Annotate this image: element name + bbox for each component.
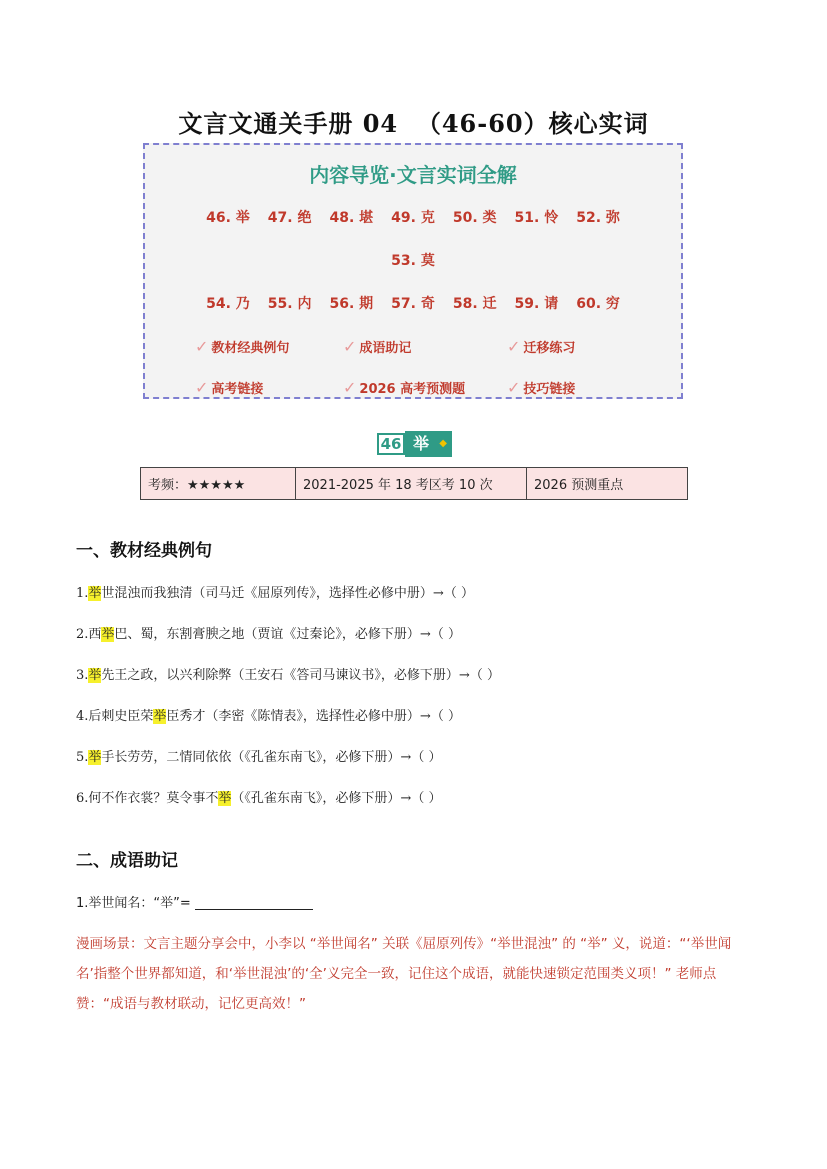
word-list-row-2: [145, 250, 681, 270]
answer-blank[interactable]: [195, 895, 313, 910]
word-list-row-3: [145, 293, 681, 313]
badge-number: 46: [377, 433, 405, 455]
check-icon: ✓: [343, 337, 357, 356]
section-link[interactable]: ✓ 高考链接: [195, 378, 264, 397]
word-item: 46. 举: [206, 210, 250, 226]
example-sentence: 5.举手长劳劳，二情同依依（《孔雀东南飞》，必修下册）→（ ）: [76, 750, 442, 765]
example-sentence: 4.后刺史臣荣举臣秀才（李密《陈情表》，选择性必修中册）→（ ）: [76, 709, 461, 724]
document-title: 文言文通关手册 04 （46-60）核心实词: [178, 109, 649, 138]
badge-word: 举 ◆: [405, 431, 452, 457]
word-item: 49. 克: [391, 210, 435, 226]
word-item: 51. 怜: [514, 210, 559, 226]
highlighted-word: 举: [101, 627, 115, 642]
section-link[interactable]: ✓ 技巧链接: [507, 378, 576, 397]
diamond-icon: ◆: [439, 438, 447, 449]
section-title-examples: 一、教材经典例句: [76, 541, 212, 561]
word-item: 50. 类: [452, 210, 497, 226]
idiom-question: 1.举世闻名：“举”=: [76, 892, 313, 911]
section-link[interactable]: ✓ 成语助记: [343, 337, 412, 356]
content-overview-box: [143, 143, 683, 399]
highlighted-word: 举: [153, 709, 167, 724]
check-icon: ✓: [343, 378, 357, 397]
check-icon: ✓: [507, 337, 521, 356]
prediction-cell: 2026 预测重点: [527, 468, 688, 500]
word-item: 54. 乃: [206, 296, 250, 312]
word-item: 47. 绝: [267, 210, 312, 226]
highlighted-word: 举: [88, 668, 102, 683]
frequency-cell: 考频：★★★★★: [141, 468, 296, 500]
check-icon: ✓: [507, 378, 521, 397]
section-title-idioms: 二、成语助记: [76, 851, 178, 871]
check-icon: ✓: [195, 337, 209, 356]
section-link[interactable]: ✓ 教材经典例句: [195, 337, 290, 356]
comic-scene-text: 漫画场景：文言主题分享会中，小李以 “举世闻名” 关联《屈原列传》“举世混浊” 的 “举” 义，说道：“‘举世闻名’指整个世界都知道，和‘举世混浊’的‘全’义完全一致，记住这个成语，就能快速锁定范围类义项！” 老师点赞：“成语与教材联动，记忆更高效！”: [76, 936, 732, 1012]
example-sentence: 3.举先王之政，以兴利除弊（王安石《答司马谏议书》，必修下册）→（ ）: [76, 668, 500, 683]
table-row: [141, 468, 688, 500]
overview-heading: 内容导览·文言实词全解: [309, 163, 517, 187]
word-item: 60. 穷: [576, 296, 620, 312]
highlighted-word: 举: [88, 750, 102, 765]
check-icon: ✓: [195, 378, 209, 397]
word-item: 59. 请: [514, 296, 559, 312]
history-cell: 2021-2025 年 18 考区考 10 次: [296, 468, 527, 500]
word-item: 48. 堪: [329, 210, 374, 226]
word-list-row-1: [145, 207, 681, 227]
word-item: 58. 迁: [452, 296, 497, 312]
highlighted-word: 举: [218, 791, 232, 806]
word-item: 55. 内: [267, 296, 312, 312]
section-link[interactable]: ✓ 2026 高考预测题: [343, 378, 466, 397]
section-link[interactable]: ✓ 迁移练习: [507, 337, 576, 356]
example-sentence: 1.举世混浊而我独清（司马迁《屈原列传》，选择性必修中册）→（ ）: [76, 586, 474, 601]
example-sentence: 2.西举巴、蜀，东割膏腴之地（贾谊《过秦论》，必修下册）→（ ）: [76, 627, 461, 642]
example-sentence: 6.何不作衣裳？莫令事不举（《孔雀东南飞》，必修下册）→（ ）: [76, 791, 442, 806]
word-item: 57. 奇: [391, 296, 435, 312]
highlighted-word: 举: [88, 586, 102, 601]
word-item: 52. 弥: [576, 210, 620, 226]
word-item: 56. 期: [329, 296, 374, 312]
frequency-table: [140, 467, 688, 500]
word-badge: [375, 431, 452, 457]
word-item: 53. 莫: [391, 253, 435, 269]
